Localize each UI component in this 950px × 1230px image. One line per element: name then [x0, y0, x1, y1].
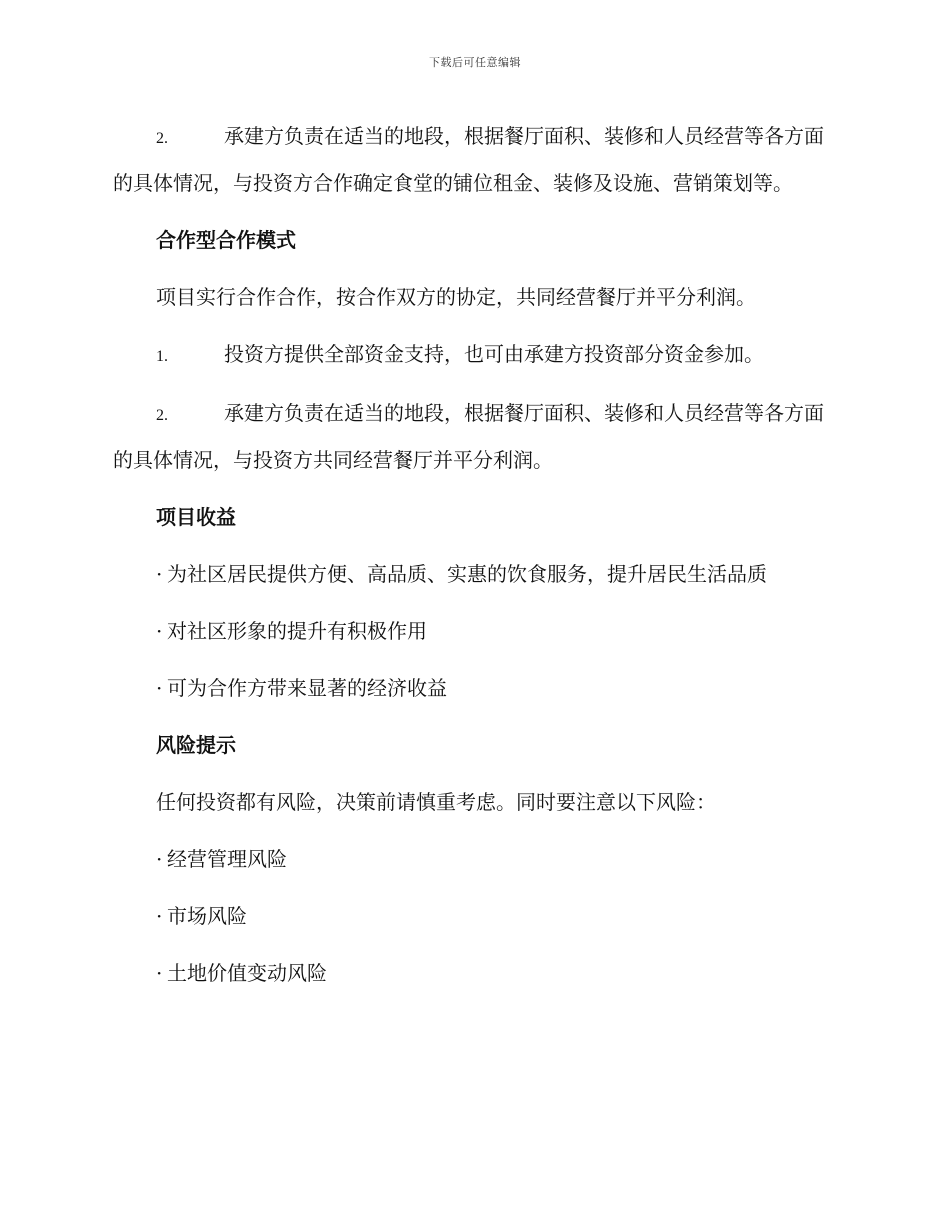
list-number: 2. [156, 407, 168, 424]
bullet-icon: · [156, 904, 163, 928]
bullet-icon: · [156, 676, 163, 700]
paragraph-text: 承建方负责在适当的地段，根据餐厅面积、装修和人员经营等各方面的具体情况，与投资方合作确定食堂的铺位租金、装修及设施、营销策划等。 [113, 124, 824, 195]
list-number: 1. [156, 348, 168, 365]
bullet-text: 可为合作方带来显著的经济收益 [167, 676, 447, 700]
list-number: 2. [156, 130, 168, 147]
bullet-icon: · [156, 961, 163, 985]
section-heading: 合作型合作模式 [156, 228, 296, 252]
section-heading: 风险提示 [156, 733, 236, 757]
numbered-paragraph [113, 391, 835, 483]
bullet-item [156, 837, 835, 882]
numbered-paragraph [113, 332, 835, 379]
paragraph: 项目实行合作合作，按合作双方的协定，共同经营餐厅并平分利润。 [156, 285, 756, 309]
paragraph-text: 承建方负责在适当的地段，根据餐厅面积、装修和人员经营等各方面的具体情况，与投资方共同经营餐厅并平分利润。 [113, 401, 824, 472]
bullet-item [156, 552, 835, 597]
bullet-text: 市场风险 [167, 904, 247, 928]
paragraph: 任何投资都有风险，决策前请慎重考虑。同时要注意以下风险： [156, 790, 716, 814]
section-heading: 项目收益 [156, 505, 236, 529]
bullet-item [156, 609, 835, 654]
paragraph-text: 投资方提供全部资金支持，也可由承建方投资部分资金参加。 [224, 342, 764, 366]
numbered-paragraph [113, 114, 835, 206]
bullet-text: 为社区居民提供方便、高品质、实惠的饮食服务，提升居民生活品质 [167, 562, 767, 586]
document-body [113, 114, 835, 1008]
bullet-item [156, 951, 835, 996]
bullet-item [156, 894, 835, 939]
bullet-item [156, 666, 835, 711]
bullet-icon: · [156, 847, 163, 871]
bullet-text: 经营管理风险 [167, 847, 287, 871]
bullet-icon: · [156, 619, 163, 643]
bullet-text: 对社区形象的提升有积极作用 [167, 619, 427, 643]
bullet-text: 土地价值变动风险 [167, 961, 327, 985]
page-header: 下载后可任意编辑 [429, 56, 521, 69]
bullet-icon: · [156, 562, 163, 586]
